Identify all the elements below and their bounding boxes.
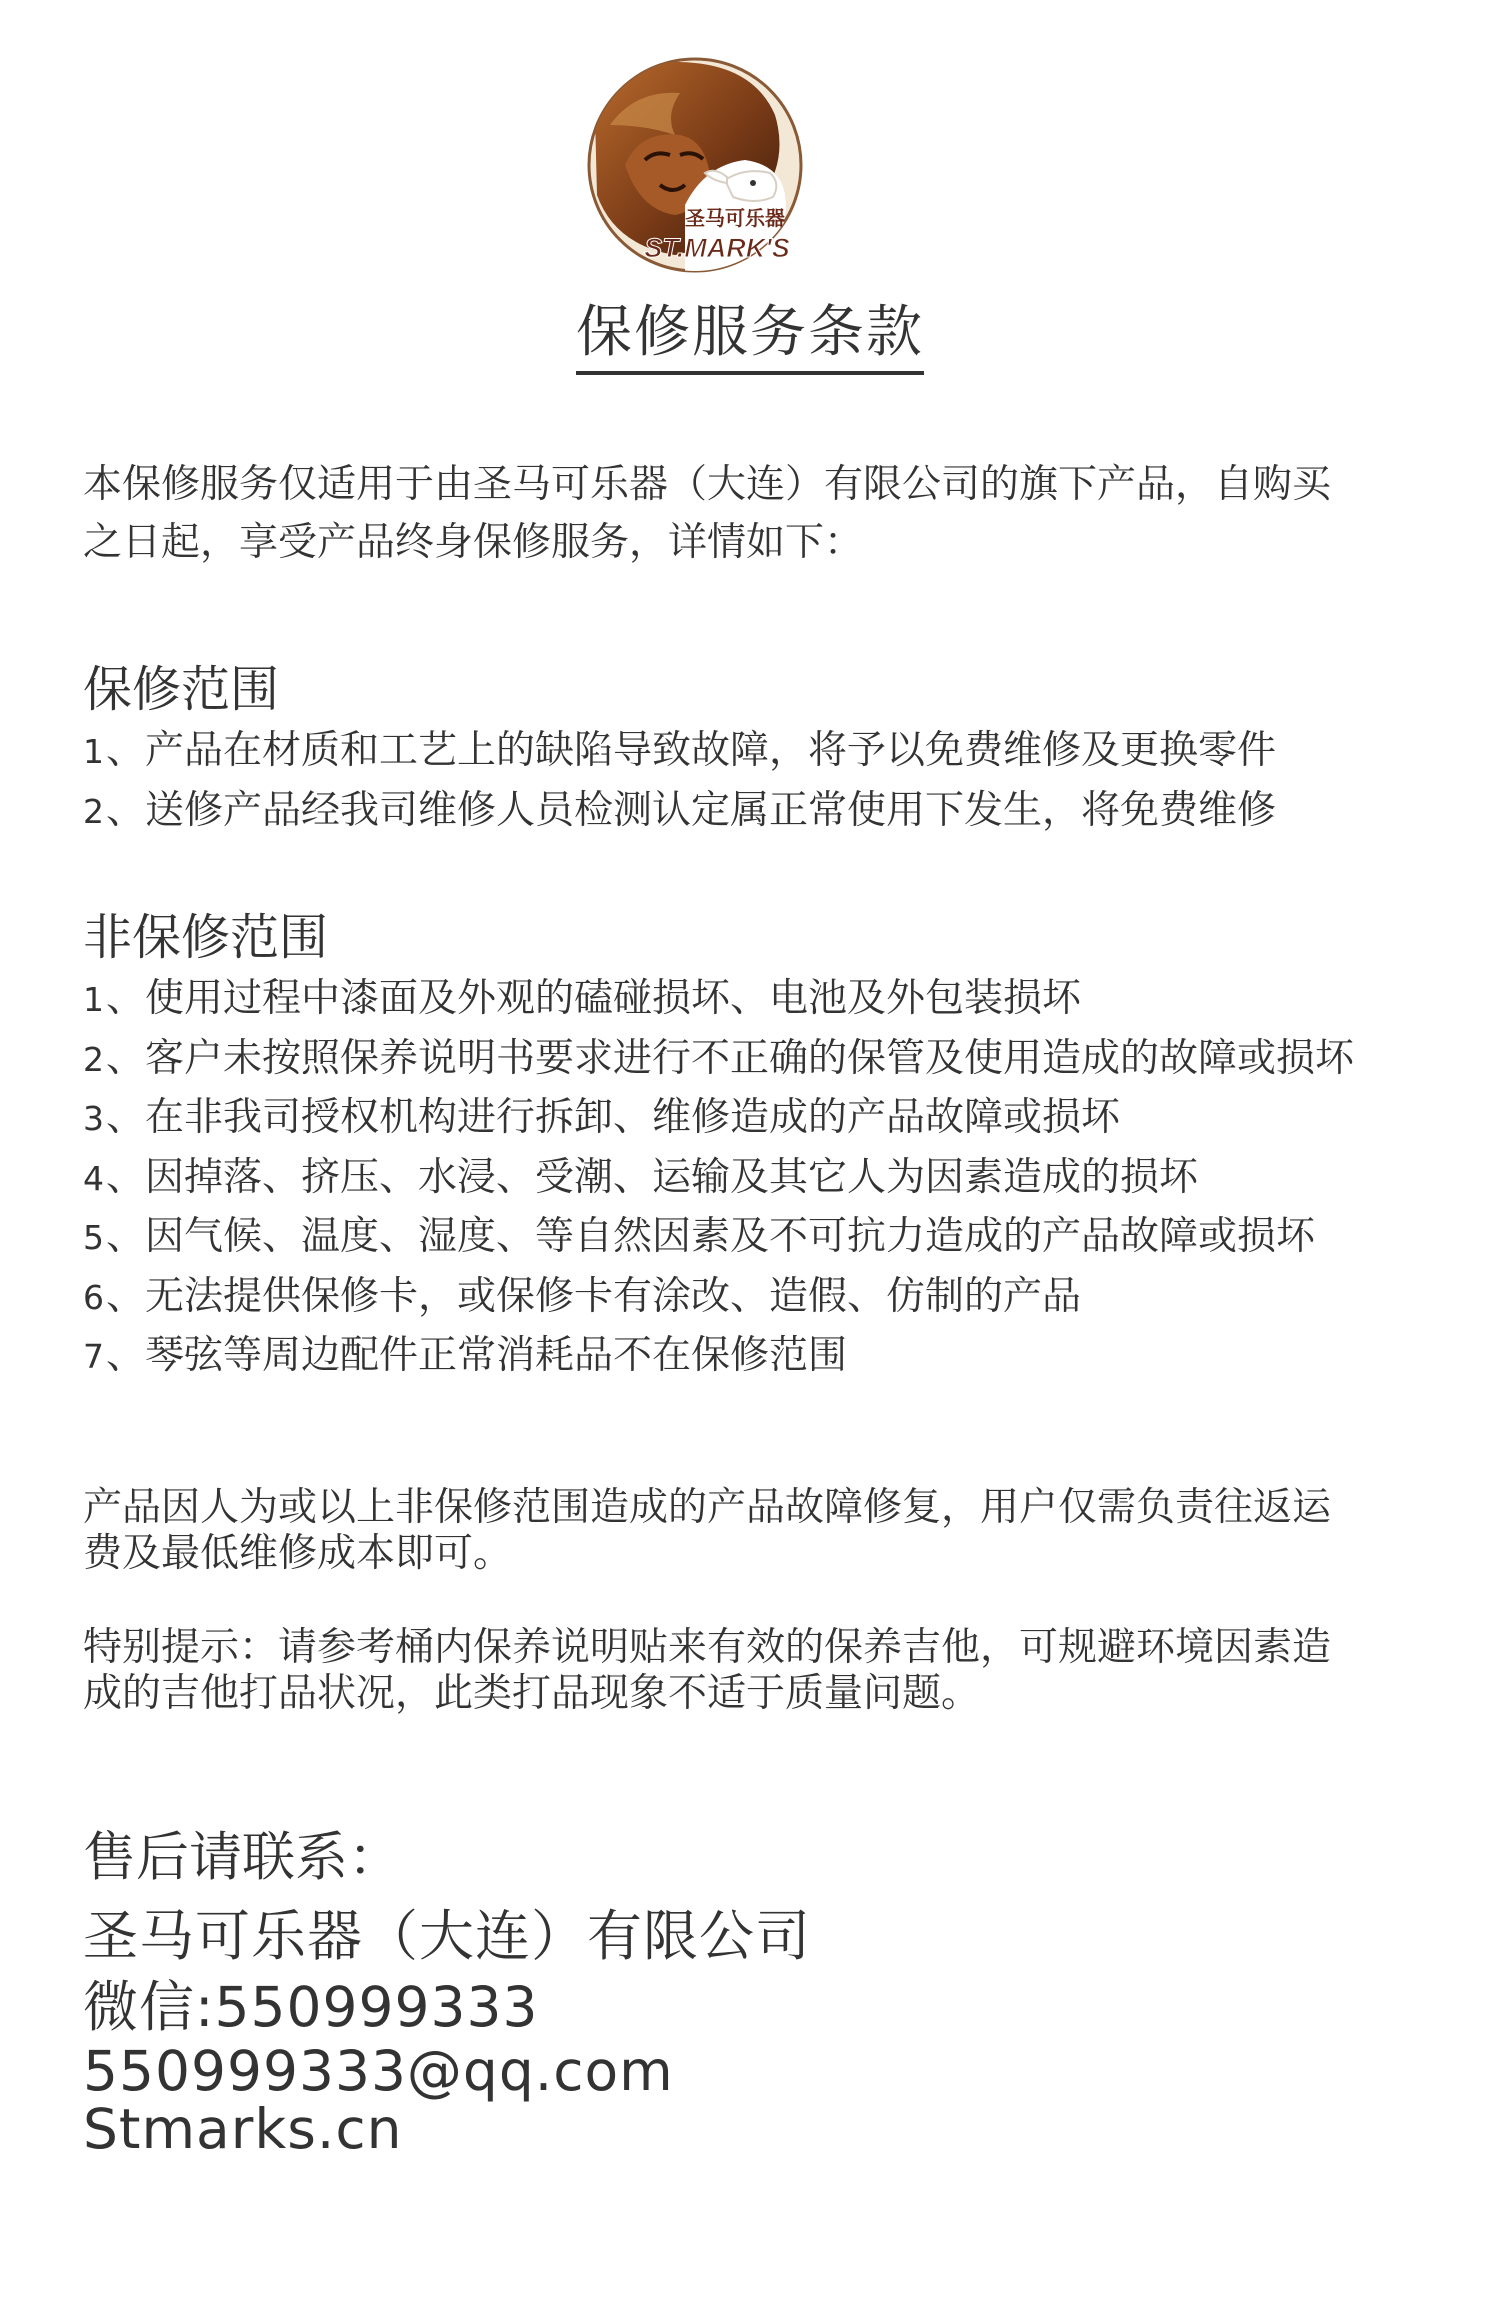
logo-en-text: ST.MARK'S [644,233,790,263]
contact-company: 圣马可乐器（大连）有限公司 [83,1903,812,1968]
non-warranty-item: 5、因气候、温度、湿度、等自然因素及不可抗力造成的产品故障或损坏 [83,1214,1316,1259]
note1-line-2: 费及最低维修成本即可。 [83,1530,513,1576]
non-warranty-item: 6、无法提供保修卡，或保修卡有涂改、造假、仿制的产品 [83,1273,1082,1319]
non-warranty-item: 4、因掉落、挤压、水浸、受潮、运输及其它人为因素造成的损坏 [83,1154,1199,1200]
warranty-heading: 保修范围 [83,661,280,718]
note2-line-1: 特别提示：请参考桶内保养说明贴来有效的保养吉他，可规避环境因素造 [83,1624,1332,1670]
logo-cn-text: 圣马可乐器 [685,208,785,230]
brand-logo [585,55,805,275]
non-warranty-item: 7、琴弦等周边配件正常消耗品不在保修范围 [83,1333,848,1378]
non-warranty-item: 2、客户未按照保养说明书要求进行不正确的保管及使用造成的故障或损坏 [83,1035,1355,1081]
contact-website: Stmarks.cn [83,2096,403,2161]
note1-line-1: 产品因人为或以上非保修范围造成的产品故障修复，用户仅需负责往返运 [83,1484,1332,1530]
page-title-wrap [0,300,1500,375]
terms-content [83,456,1433,2159]
intro-line-2: 之日起，享受产品终身保修服务，详情如下： [83,520,864,565]
non-warranty-item: 1、使用过程中漆面及外观的磕碰损坏、电池及外包装损坏 [83,976,1082,1021]
page-title: 保修服务条款 [576,301,924,375]
warranty-item: 2、送修产品经我司维修人员检测认定属正常使用下发生，将免费维修 [83,787,1277,833]
intro-line-1: 本保修服务仅适用于由圣马可乐器（大连）有限公司的旗下产品，自购买 [83,462,1332,507]
non-warranty-item: 3、在非我司授权机构进行拆卸、维修造成的产品故障或损坏 [83,1095,1121,1140]
contact-heading: 售后请联系： [83,1826,401,1888]
non-warranty-heading: 非保修范围 [83,909,329,966]
lion-lamb-logo-icon [585,55,805,275]
contact-email: 550999333@qq.com [83,2038,674,2103]
warranty-item: 1、产品在材质和工艺上的缺陷导致故障，将予以免费维修及更换零件 [83,728,1277,773]
contact-wechat: 微信:550999333 [83,1974,539,2039]
note2-line-2: 成的吉他打品状况，此类打品现象不适于质量问题。 [83,1670,981,1716]
